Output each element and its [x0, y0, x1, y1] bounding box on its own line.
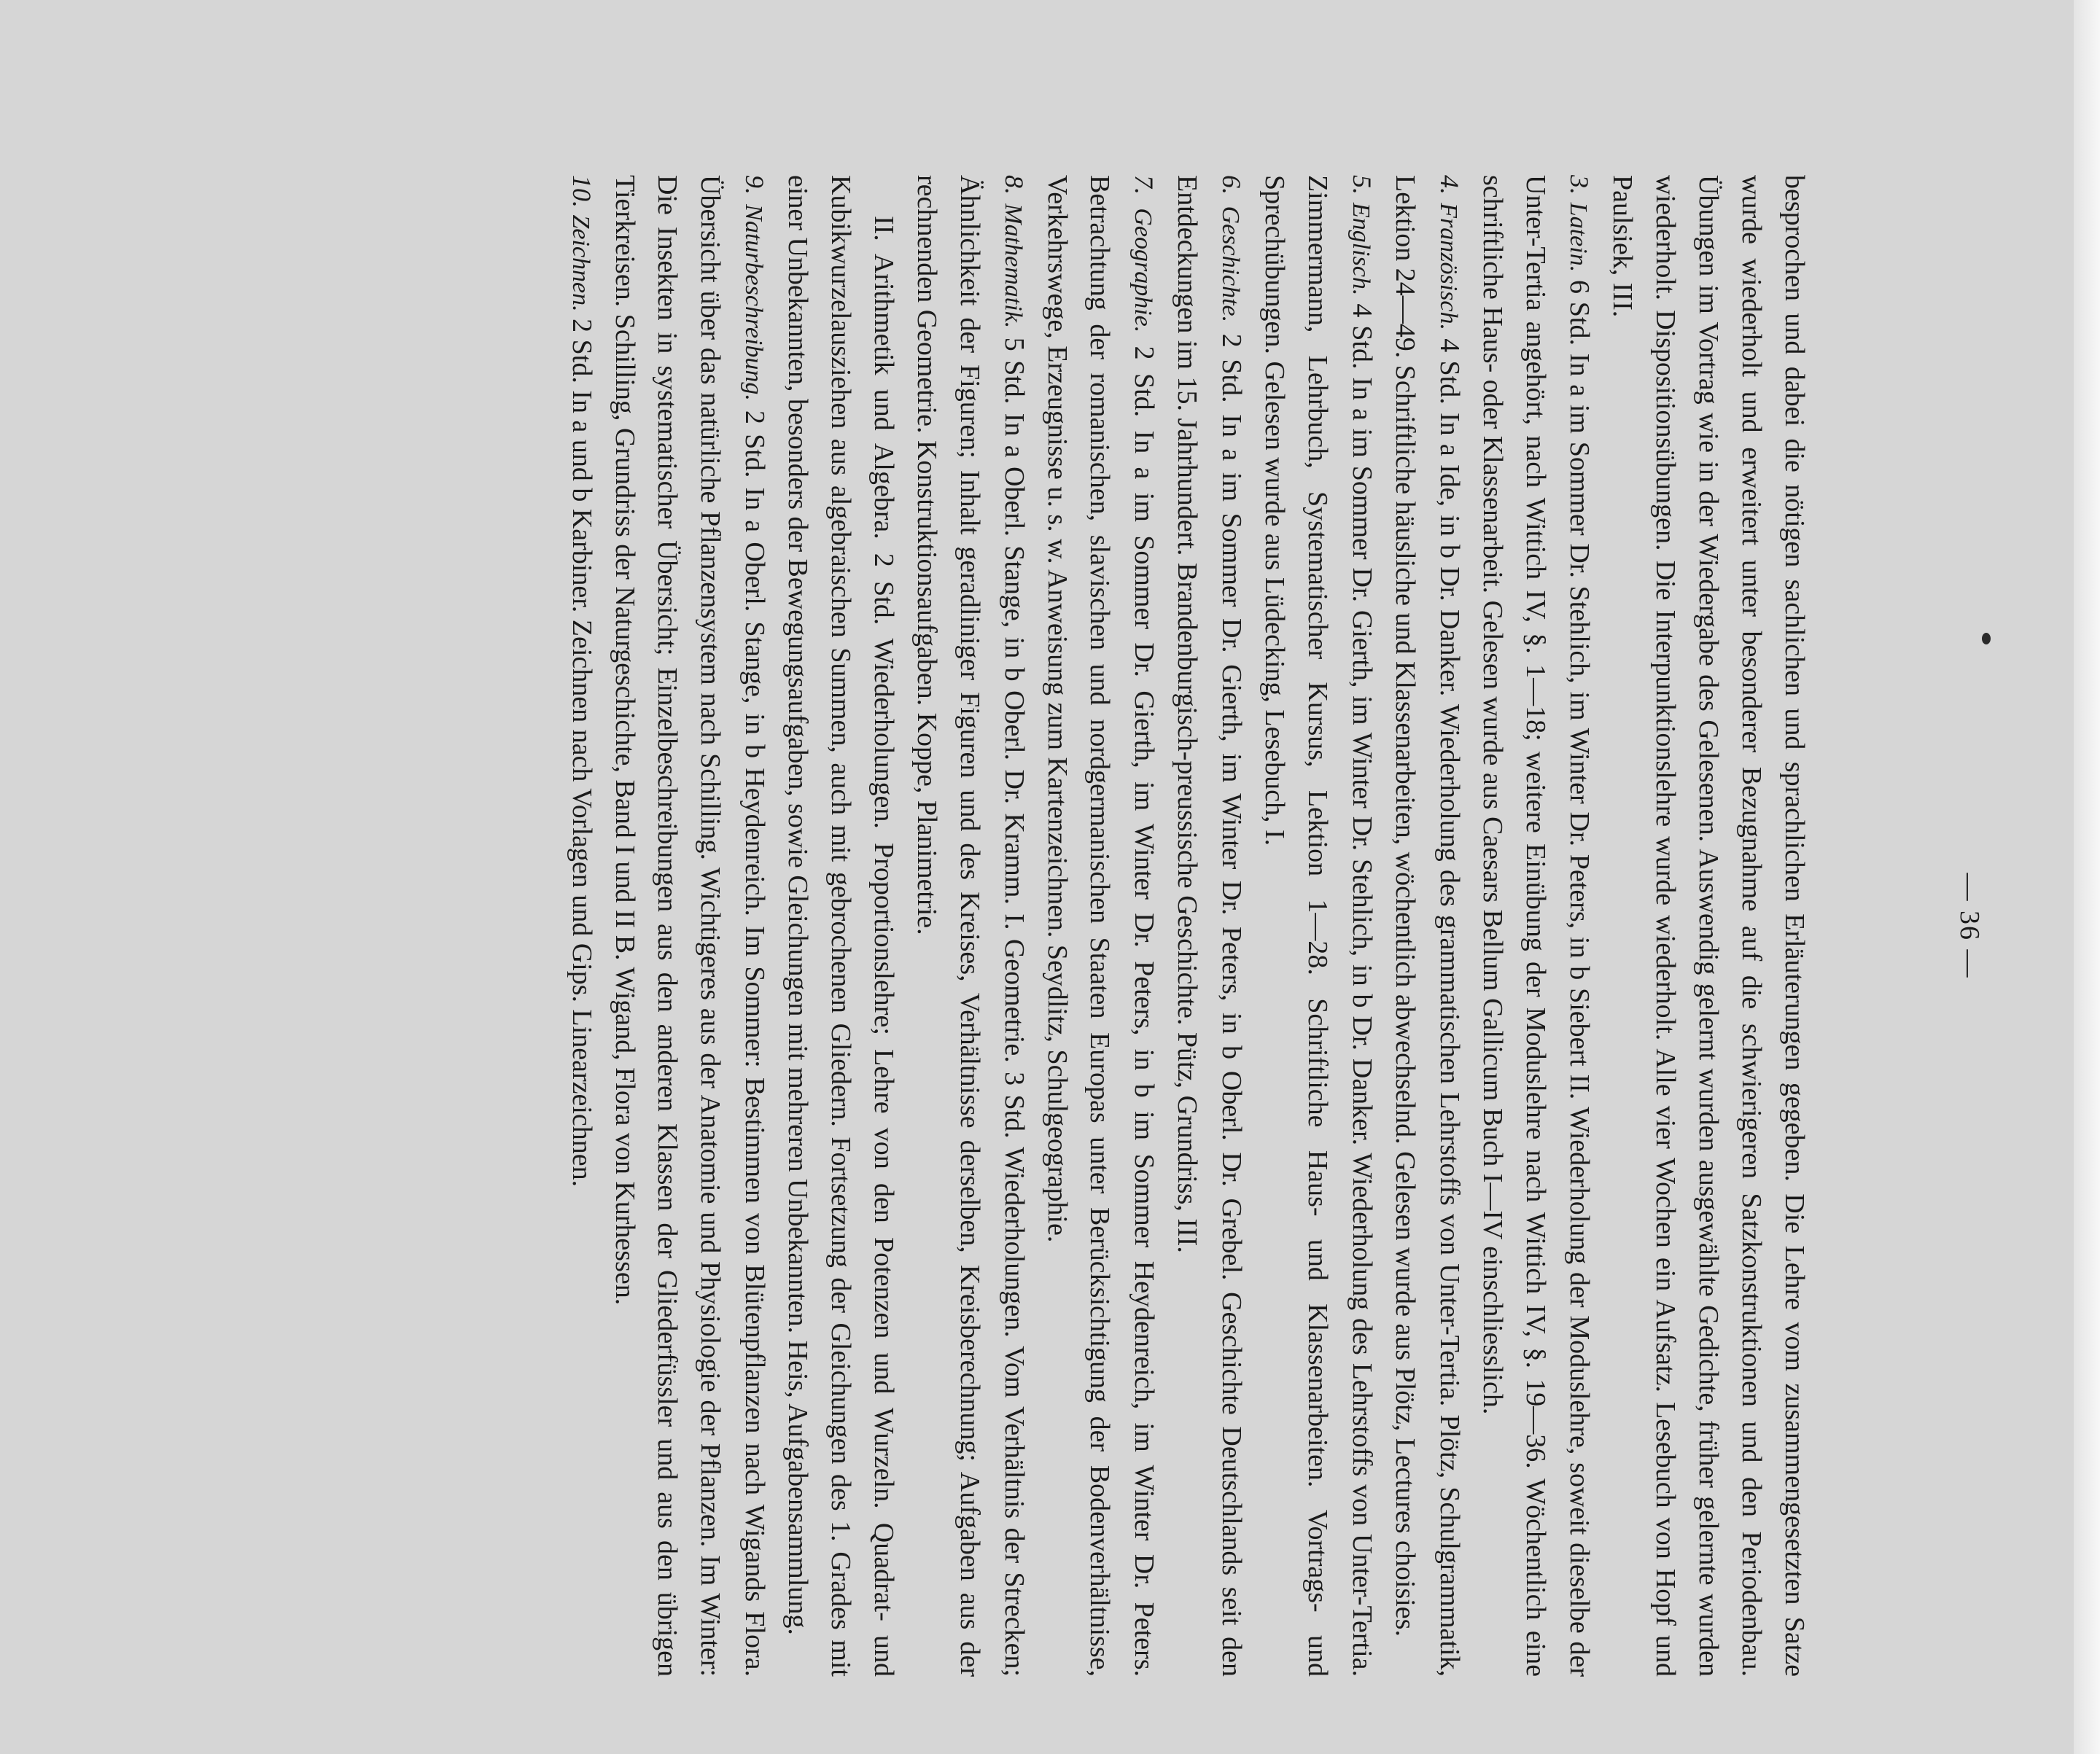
section-number: 3. [1565, 175, 1595, 195]
section-number: 6. [1217, 175, 1247, 195]
section-subject: Englisch. [1347, 202, 1374, 296]
section-geschichte [1165, 175, 1253, 1677]
section-text: 2 Std. In a im Sommer Dr. Gierth, im Winter Dr. Peters, in b im Sommer Heydenreich, im Winter Dr. Peters. Betrachtung der romanischen, slavischen und nordgermanischen Staaten Europas unter Berücksichtigung der Bodenverhältnisse, Verkehrswege, Erzeugnisse u. s. w. Anweisung zum Kartenzeichnen. Seydlitz, Schulgeographie. [1041, 175, 1160, 1677]
section-geographie [1035, 175, 1166, 1677]
section-number: 7. [1129, 175, 1159, 195]
section-text: 2 Std. In a Oberl. Stange, in b Heydenreich. Im Sommer: Bestimmen von Blütenpflanzen nach Wigands Flora. Übersicht über das natürliche Pflanzensystem nach Schilling. Wichtigeres aus der Anatomie und Physiologie der Pflanzen. Im Winter: Die Insekten in systematischer Übersicht; Einzelbeschreibungen aus den anderen Klassen der Gliederfüssler und aus den übrigen Tierkreisen. Schilling, Grundriss der Naturgeschichte, Band I und II B. Wigand, Flora von Kurhessen. [609, 175, 771, 1677]
section-arithmetik [776, 175, 905, 1677]
section-latein [1471, 175, 1601, 1677]
section-text: II. Arithmetik und Algebra. 2 Std. Wiederholungen. Proportionslehre; Lehre von den Potenzen und Wurzeln. Quadrat- und Kubikwurzelausziehen aus algebraischen Summen, auch mit gebrochenen Gliedern. Fortsetzung der Gleichungen des 1. Grades mit einer Unbekannten, besonders der Bewegungsaufgaben, sowie Gleichungen mit mehreren Unbekannten. Heis, Aufgabensammlung. [782, 175, 899, 1677]
page-edge [2074, 0, 2100, 1754]
section-number: 8. [999, 175, 1029, 195]
section-franzoesisch [1383, 175, 1471, 1677]
section-subject: Latein. [1565, 202, 1592, 273]
rotated-page-content [168, 175, 1985, 1677]
section-number: 4. [1434, 175, 1464, 195]
section-subject: Französisch. [1434, 203, 1462, 330]
section-mathematik [905, 175, 1035, 1677]
section-text: 2 Std. In a im Sommer Dr. Gierth, im Winter Dr. Peters, in b Oberl. Dr. Grebel. Geschichte Deutschlands seit den Entdeckungen im 15. Jahrhundert. Brandenburgisch-preussische Geschichte. Pütz, Grundriss, III. [1172, 175, 1248, 1677]
section-number: 5. [1347, 175, 1377, 195]
section-text: 2 Std. In a und b Karbiner. Zeichnen nach Vorlagen und Gips. Linearzeichnen. [566, 311, 597, 1188]
section-zeichnen [559, 175, 603, 1677]
section-naturbeschreibung [603, 175, 777, 1677]
section-subject: Geschichte. [1217, 206, 1245, 323]
section-englisch [1253, 175, 1383, 1677]
section-number: 9. [740, 175, 770, 195]
section-subject: Zeichnen. [567, 214, 594, 312]
section-text: 6 Std. In a im Sommer Dr. Stehlich, im Winter Dr. Peters, in b Siebert II. Wiederholung der Moduslehre, soweit dieselbe der Unter-Tertia angehört, nach Wittich IV, §. 1—18; weitere Einübung der Moduslehre nach Wittich IV, §. 19—36. Wöchentlich eine schriftliche Haus- oder Klassenarbeit. Gelesen wurde aus Caesars Bellum Gallicum Buch I—IV einschliesslich. [1477, 175, 1595, 1677]
intro-paragraph: besprochen und dabei die nötigen sachlichen und sprachlichen Erläuterungen gegeben. Die Lehre vom zusammengesetzten Satze wurde wiederholt und erweitert unter besonderer Bezugnahme auf die schwierigeren Satzkonstruktionen und den Periodenbau. Übungen im Vortrag wie in der Wiedergabe des Gelesenen. Auswendig gelernt wurden ausgewählte Gedichte, früher gelernte wurden wiederholt. Dispositionsübungen. Die Interpunktionslehre wurde wiederholt. Alle vier Wochen ein Aufsatz. Lesebuch von Hopf und Paulsiek, III. [1607, 175, 1810, 1677]
section-subject: Naturbeschreibung. [740, 204, 768, 401]
section-text: 5 Std. In a Oberl. Stange, in b Oberl. Dr. Kramm. I. Geometrie. 3 Std. Wiederholungen. Vom Verhältnis der Strecken; Ähnlichkeit der Figuren; Inhalt geradliniger Figuren und des Kreises, Verhältnisse derselben, Kreisberechnung; Aufgaben aus der rechnenden Geometrie. Konstruktionsaufgaben. Koppe, Planimetrie. [911, 175, 1030, 1677]
section-subject: Mathematik. [999, 203, 1027, 329]
section-text: 4 Std. In a im Sommer Dr. Gierth, im Winter Dr. Stehlich, in b Dr. Danker. Wiederholung des Lehrstoffs von Unter-Tertia. Zimmermann, Lehrbuch, Systematischer Kursus, Lektion 1—28. Schriftliche Haus- und Klassenarbeiten. Vortrags- und Sprechübungen. Gelesen wurde aus Lüdecking, Lesebuch, I. [1259, 175, 1377, 1677]
section-number: 10. [567, 175, 596, 208]
page-number: — 36 — [1954, 873, 1985, 979]
section-subject: Geographie. [1129, 208, 1157, 333]
section-text: 4 Std. In a Ide, in b Dr. Danker. Wiederholung des grammatischen Lehrstoffs von Unter-Tertia. Plötz, Schulgrammatik, Lektion 24—49. Schriftliche häusliche und Klassenarbeiten, wöchentlich abwechselnd. Gelesen wurde aus Plötz, Lectures choisies. [1389, 175, 1465, 1677]
